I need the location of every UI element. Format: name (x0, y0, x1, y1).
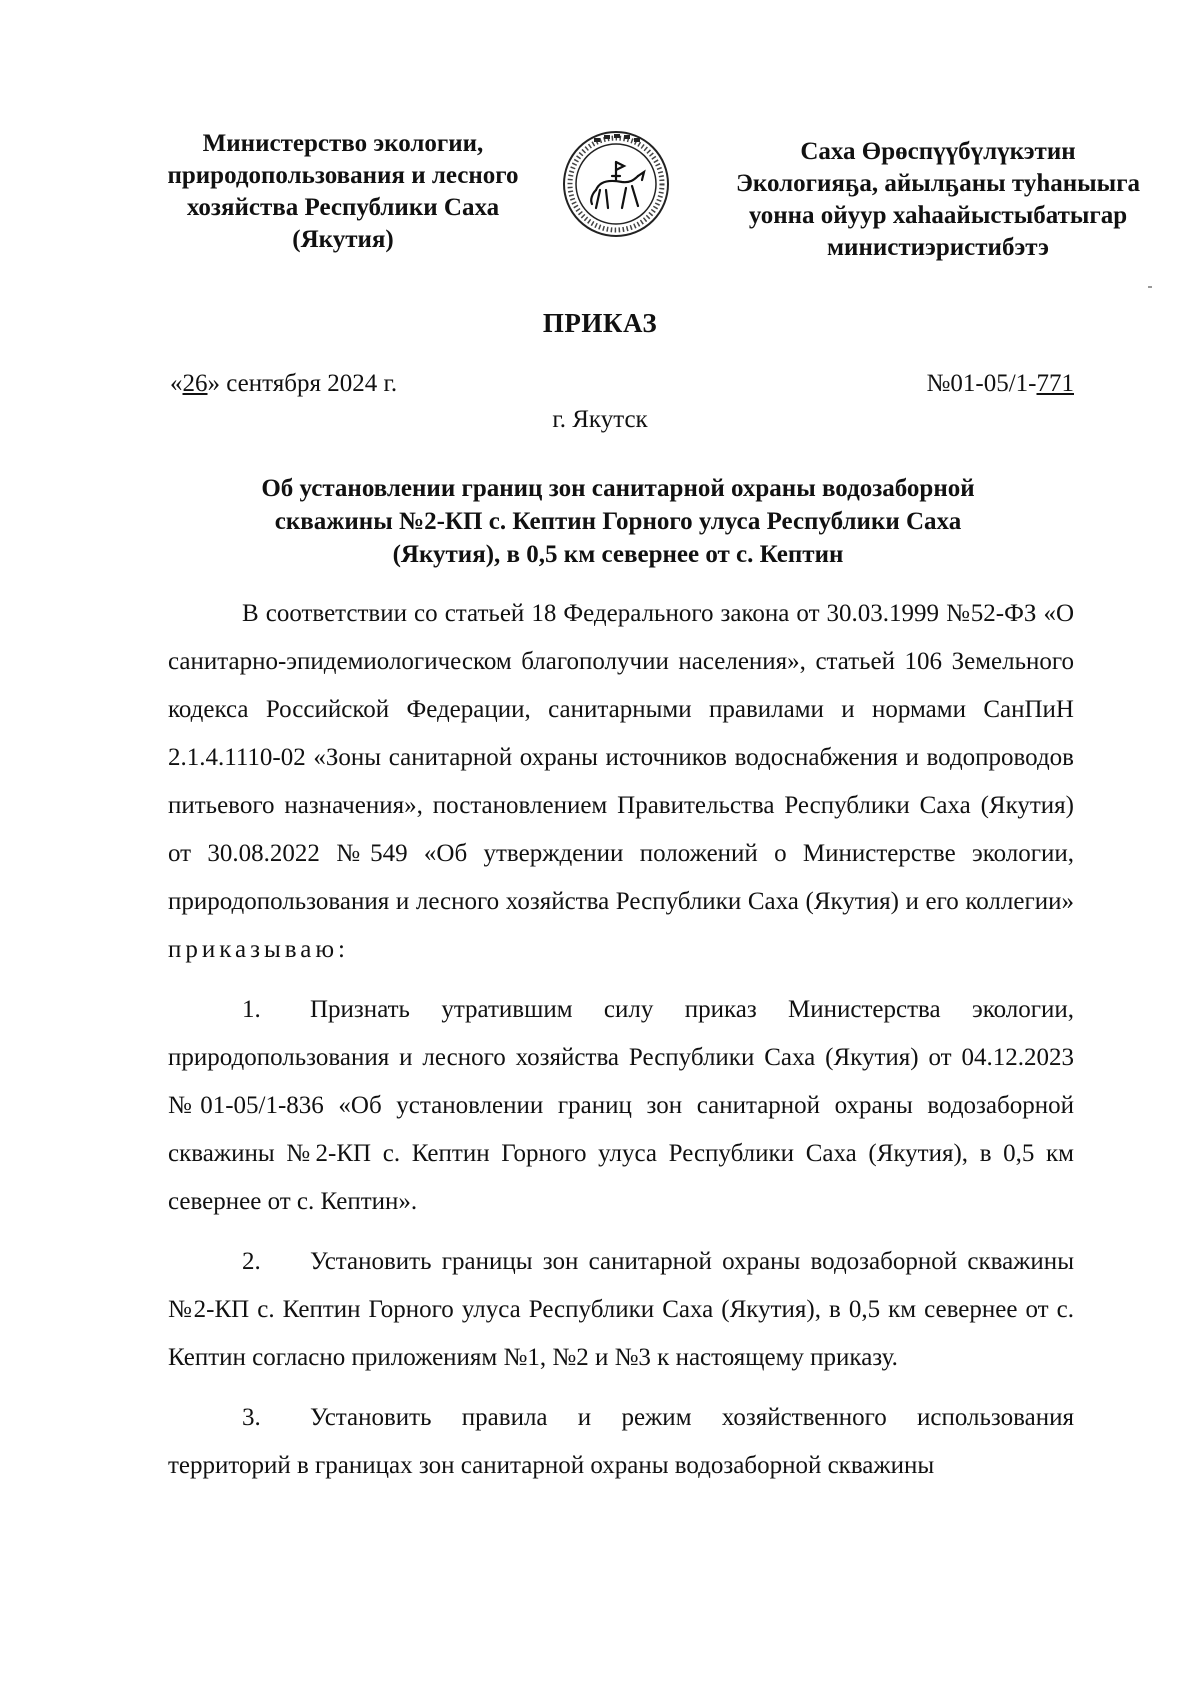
ministry-name-yakut (718, 136, 1158, 264)
preamble-text: В соответствии со статьей 18 Федерального закона от 30.03.1999 №52-ФЗ «О санитарно-эпидемиологическом благополучии населения», статьей 106 Земельного кодекса Российской Федерации, санитарными правилами и нормами СанПиН 2.1.4.1110-02 «Зоны санитарной охраны источников водоснабжения и водопроводов питьевого назначения», постановлением Правительства Республики Саха (Якутия) от 30.08.2022 №549 «Об утверждении положений о Министерстве экологии, природопользования и лесного хозяйства Республики Саха (Якутия) и его коллегии» (168, 600, 1074, 915)
order-item-1 (168, 986, 1074, 1226)
item-number: 1. (242, 996, 261, 1023)
document-type-title: ПРИКАЗ (542, 308, 658, 338)
preamble-paragraph (168, 590, 1074, 974)
document-body (168, 590, 1074, 1502)
order-item-2 (168, 1238, 1074, 1382)
ministry-name-sah-line: министиэристибэтэ (827, 234, 1049, 261)
ministry-name-sah-line: Экологияҕа, айылҕаны туһаныыга (735, 170, 1141, 197)
sakha-coat-of-arms-icon (560, 128, 672, 240)
order-word: приказываю: (168, 936, 349, 963)
ministry-name-russian (148, 128, 538, 256)
item-text: Установить правила и режим хозяйственного использования территорий в границах зон санитарной охраны водозаборной скважины (168, 1404, 1074, 1479)
ministry-name-sah-line: Саха Өрөспүүбүлүкэтин (800, 138, 1076, 165)
document-date (170, 370, 397, 398)
subject-line: Об установлении границ зон санитарной охраны водозаборной (261, 475, 975, 502)
ministry-name-ru-line: природопользования и лесного (167, 162, 519, 189)
number-prefix: №01-05/1- (926, 370, 1037, 397)
date-rest: » сентября 2024 г. (207, 370, 398, 397)
subject-line: (Якутия), в 0,5 км севернее от с. Кептин (392, 541, 844, 568)
order-item-3 (168, 1394, 1074, 1490)
item-number: 2. (242, 1248, 261, 1275)
ministry-name-sah-line: уонна ойуур хаһаайыстыбатыгар (748, 202, 1128, 229)
scan-mark (1148, 286, 1152, 288)
ministry-name-ru-line: хозяйства Республики Саха (186, 194, 500, 221)
date-day: 26 (182, 370, 208, 397)
item-text: Установить границы зон санитарной охраны водозаборной скважины №2-КП с. Кептин Горного улуса Республики Саха (Якутия), в 0,5 км севернее от с. Кептин согласно приложениям №1, №2 и №3 к настоящему приказу. (168, 1248, 1074, 1371)
item-text: Признать утратившим силу приказ Министерства экологии, природопользования и лесного хозяйства Республики Саха (Якутия) от 04.12.2023 №01-05/1-836 «Об установлении границ зон санитарной охраны водозаборной скважины №2-КП с. Кептин Горного улуса Республики Саха (Якутия), в 0,5 км севернее от с. Кептин». (168, 996, 1074, 1215)
number-suffix: 771 (1036, 370, 1074, 397)
subject-line: скважины №2-КП с. Кептин Горного улуса Республики Саха (274, 508, 962, 535)
document-number (927, 370, 1074, 398)
document-city: г. Якутск (552, 406, 648, 433)
date-open-quote: « (170, 370, 183, 397)
ministry-name-ru-line: (Якутия) (292, 226, 394, 253)
ministry-name-ru-line: Министерство экологии, (202, 130, 484, 157)
document-subject (168, 472, 1068, 571)
item-number: 3. (242, 1404, 261, 1431)
